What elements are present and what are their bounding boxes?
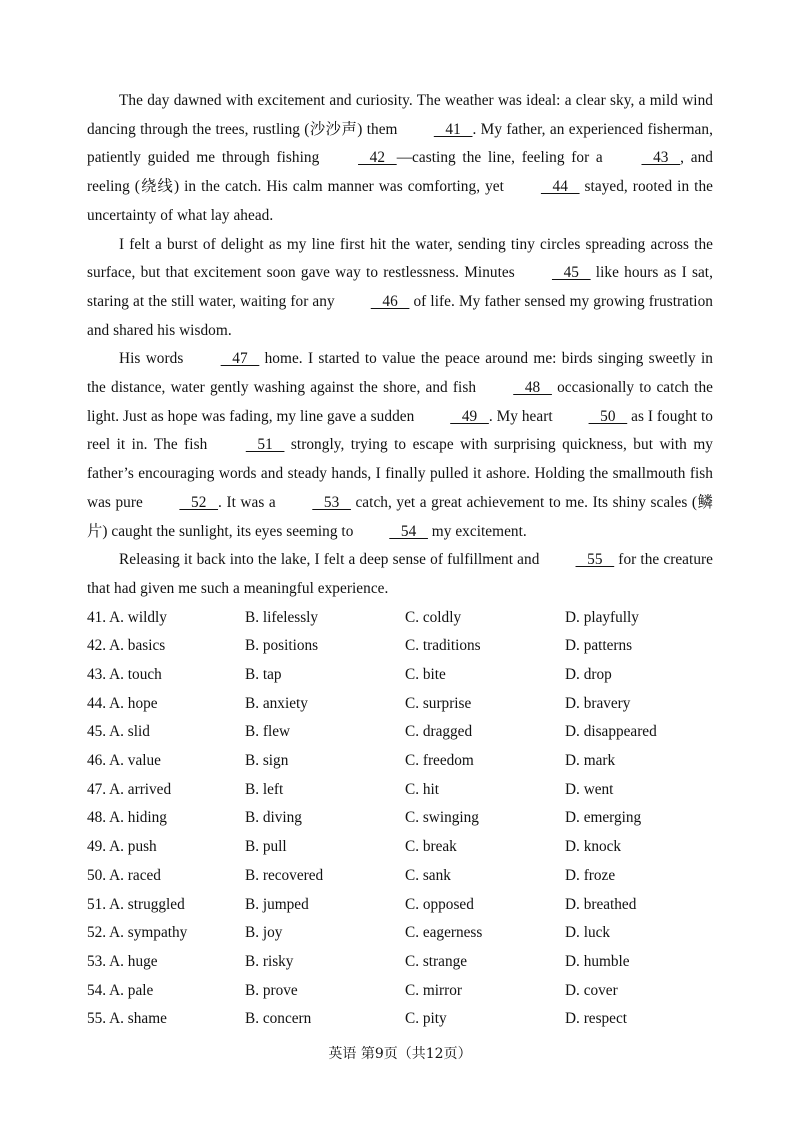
option-text: A. shame — [109, 1010, 167, 1028]
question-number: 47. — [87, 780, 107, 798]
passage-text: Releasing it back into the lake, I felt a deep sense of fulfillment and — [119, 551, 544, 569]
passage-paragraph-2 — [87, 231, 713, 346]
option-a — [87, 604, 245, 633]
option-a — [87, 804, 245, 833]
option-d: D. drop — [565, 666, 612, 684]
blank-47: 47 — [220, 350, 260, 368]
option-a — [87, 862, 245, 891]
question-number: 41. — [87, 608, 107, 626]
option-d: D. emerging — [565, 809, 642, 827]
option-b: B. diving — [245, 809, 302, 827]
option-text: A. slid — [109, 723, 150, 741]
option-text: A. hiding — [109, 809, 167, 827]
option-row-50 — [87, 862, 713, 891]
passage-text: stayed, rooted in the uncertainty of what lay ahead. — [87, 178, 713, 224]
option-d: D. luck — [565, 924, 611, 942]
blank-45: 45 — [551, 264, 591, 282]
blank-50: 50 — [588, 407, 628, 425]
option-a — [87, 1005, 245, 1034]
question-number: 45. — [87, 723, 107, 741]
option-row-46 — [87, 747, 713, 776]
option-c: C. mirror — [405, 981, 462, 999]
passage-text: . My heart — [488, 407, 557, 425]
option-text: A. wildly — [109, 608, 167, 626]
blank-41: 41 — [433, 120, 473, 138]
question-number: 42. — [87, 637, 107, 655]
option-d: D. went — [565, 780, 614, 798]
option-d: D. knock — [565, 838, 622, 856]
option-row-54 — [87, 977, 713, 1006]
question-number: 49. — [87, 838, 107, 856]
option-b: B. flew — [245, 723, 291, 741]
blank-46: 46 — [370, 292, 410, 310]
passage-paragraph-1 — [87, 87, 713, 231]
passage-text: . It was a — [218, 493, 281, 511]
option-d: D. froze — [565, 866, 616, 884]
option-a — [87, 661, 245, 690]
option-b: B. joy — [245, 924, 283, 942]
option-row-47 — [87, 776, 713, 805]
option-d: D. bravery — [565, 694, 631, 712]
question-number: 48. — [87, 809, 107, 827]
option-d: D. mark — [565, 752, 616, 770]
option-row-49 — [87, 833, 713, 862]
option-a — [87, 977, 245, 1006]
option-b: B. anxiety — [245, 694, 308, 712]
question-number: 53. — [87, 952, 107, 970]
passage-paragraph-3 — [87, 345, 713, 546]
question-number: 43. — [87, 666, 107, 684]
option-c: C. bite — [405, 666, 446, 684]
option-a — [87, 718, 245, 747]
passage-text: of life. My father sensed my growing frustration and shared his wisdom. — [87, 292, 713, 339]
option-a — [87, 833, 245, 862]
option-c: C. freedom — [405, 752, 474, 770]
option-row-41 — [87, 604, 713, 633]
option-row-51 — [87, 891, 713, 920]
option-b: B. concern — [245, 1010, 312, 1028]
option-d: D. cover — [565, 981, 618, 999]
option-d: D. patterns — [565, 637, 633, 655]
option-row-55 — [87, 1005, 713, 1034]
option-row-52 — [87, 919, 713, 948]
exam-page — [87, 87, 713, 1034]
blank-44: 44 — [540, 178, 580, 196]
passage-text: I felt a burst of delight as my line first hit the water, sending tiny circles spreading across the surface, but that excitement soon gave way to restlessness. Minutes — [87, 235, 713, 282]
option-b: B. recovered — [245, 866, 324, 884]
option-c: C. strange — [405, 952, 468, 970]
passage-text: The day dawned with excitement and curiosity. The weather was ideal: a clear sky, a mild wind dancing through the trees, rustling (沙沙声) them — [87, 92, 713, 138]
option-c: C. swinging — [405, 809, 479, 827]
option-a — [87, 948, 245, 977]
blank-51: 51 — [245, 436, 285, 454]
option-c: C. sank — [405, 866, 451, 884]
question-number: 46. — [87, 752, 107, 770]
option-b: B. risky — [245, 952, 294, 970]
passage-paragraph-4 — [87, 546, 713, 603]
passage-text: my excitement. — [427, 522, 527, 540]
option-c: C. dragged — [405, 723, 473, 741]
option-row-43 — [87, 661, 713, 690]
option-text: A. basics — [109, 637, 166, 655]
option-text: A. push — [109, 838, 157, 856]
option-row-53 — [87, 948, 713, 977]
option-b: B. pull — [245, 838, 287, 856]
option-text: A. sympathy — [109, 924, 188, 942]
option-row-42 — [87, 632, 713, 661]
option-a — [87, 919, 245, 948]
option-text: A. raced — [109, 866, 161, 884]
option-text: A. pale — [109, 981, 154, 999]
option-c: C. opposed — [405, 895, 474, 913]
question-number: 54. — [87, 981, 107, 999]
blank-49: 49 — [450, 407, 489, 425]
option-b: B. positions — [245, 637, 319, 655]
passage-text: for the creature that had given me such a meaningful experience. — [87, 551, 714, 597]
passage-text: strongly, trying to escape with surprising quickness, but with my father’s encouraging words and steady hands, I finally pulled it ashore. Holding the smallmouth fish was pure — [87, 436, 713, 511]
option-a — [87, 632, 245, 661]
passage-text: catch, yet a great achievement to me. Its shiny scales (鳞片) caught the sunlight, its eyes seeming to — [87, 493, 714, 540]
option-text: A. arrived — [109, 780, 172, 798]
option-a — [87, 690, 245, 719]
passage-text: like hours as I sat, staring at the still water, waiting for any — [87, 264, 713, 310]
blank-53: 53 — [312, 493, 351, 511]
page-footer: 英语 第9页（共12页） — [328, 1046, 472, 1062]
passage-text: , and reeling (绕线) in the catch. His calm manner was comforting, yet — [87, 149, 713, 196]
option-b: B. jumped — [245, 895, 309, 913]
option-text: A. touch — [109, 666, 162, 684]
passage-text: . My father, an experienced fisherman, patiently guided me through fishing — [87, 120, 713, 167]
option-row-44 — [87, 690, 713, 719]
passage-text: as I fought to reel it in. The fish — [87, 407, 713, 454]
option-c: C. break — [405, 838, 457, 856]
option-c: C. pity — [405, 1010, 447, 1028]
option-b: B. lifelessly — [245, 608, 319, 626]
option-b: B. sign — [245, 752, 289, 770]
option-c: C. surprise — [405, 694, 472, 712]
option-c: C. coldly — [405, 608, 462, 626]
option-d: D. respect — [565, 1010, 628, 1028]
option-d: D. disappeared — [565, 723, 657, 741]
option-row-45 — [87, 718, 713, 747]
question-number: 51. — [87, 895, 107, 913]
passage-text: occasionally to catch the light. Just as hope was fading, my line gave a sudden — [87, 379, 714, 425]
blank-48: 48 — [513, 379, 552, 397]
option-b: B. tap — [245, 666, 282, 684]
option-a — [87, 891, 245, 920]
option-a — [87, 747, 245, 776]
question-number: 52. — [87, 924, 107, 942]
option-text: A. huge — [109, 952, 158, 970]
blank-42: 42 — [358, 149, 397, 167]
option-text: A. hope — [109, 694, 158, 712]
passage-text: —casting the line, feeling for a — [396, 149, 610, 167]
blank-52: 52 — [179, 493, 219, 511]
option-c: C. eagerness — [405, 924, 483, 942]
blank-54: 54 — [389, 522, 428, 540]
option-b: B. prove — [245, 981, 298, 999]
question-number: 55. — [87, 1010, 107, 1028]
option-c: C. traditions — [405, 637, 481, 655]
passage-text: His words — [119, 350, 189, 368]
blank-55: 55 — [575, 551, 615, 569]
option-d: D. humble — [565, 952, 630, 970]
option-d: D. playfully — [565, 608, 639, 626]
option-text: A. struggled — [109, 895, 185, 913]
option-row-48 — [87, 804, 713, 833]
option-b: B. left — [245, 780, 284, 798]
question-number: 44. — [87, 694, 107, 712]
option-c: C. hit — [405, 780, 439, 798]
passage-text: home. I started to value the peace around me: birds singing sweetly in the distance, water gently washing against the shore, and fish — [87, 350, 713, 397]
options-list — [87, 604, 713, 1034]
blank-43: 43 — [641, 149, 681, 167]
question-number: 50. — [87, 866, 107, 884]
option-d: D. breathed — [565, 895, 637, 913]
option-a — [87, 776, 245, 805]
option-text: A. value — [109, 752, 161, 770]
